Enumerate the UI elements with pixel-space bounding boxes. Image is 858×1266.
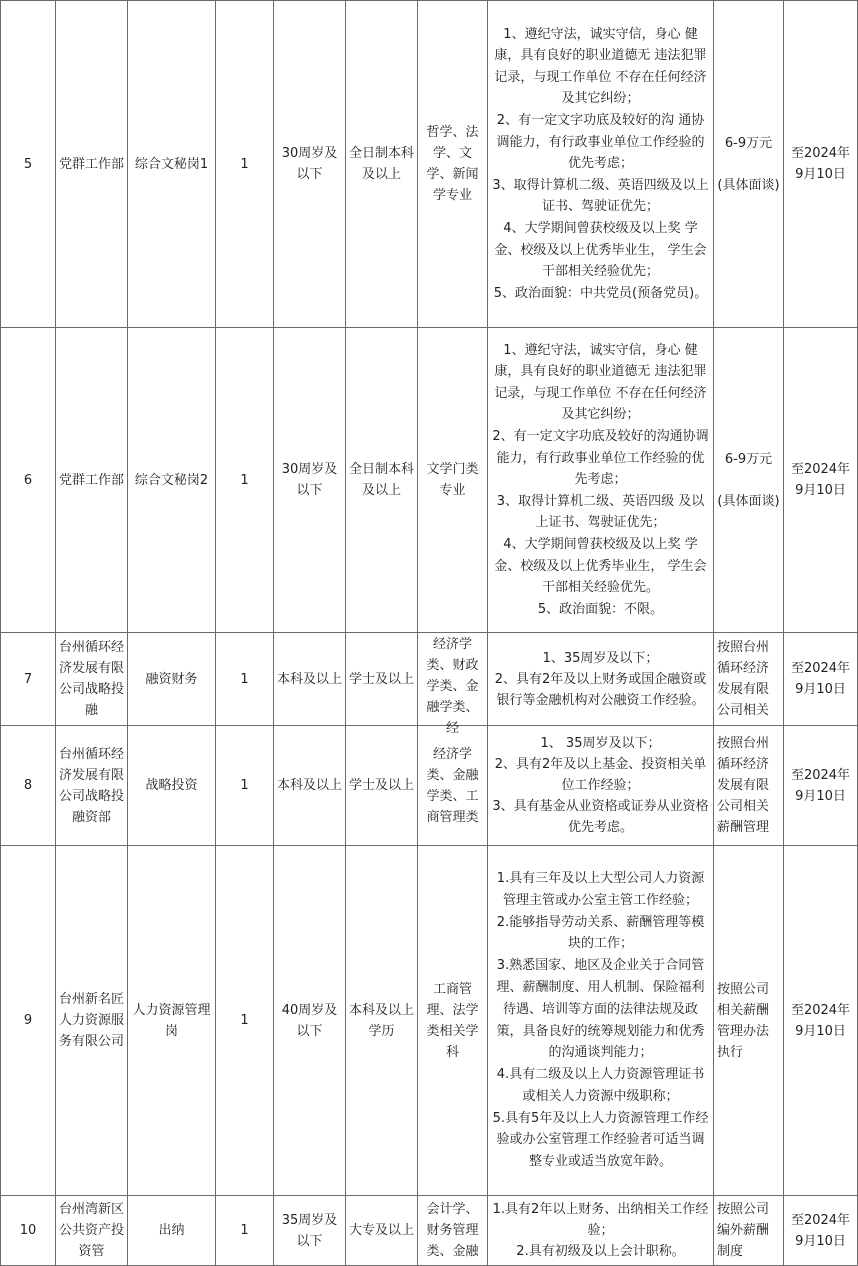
department-cell: 台州新名匠人力资源服务有限公司 bbox=[56, 846, 128, 1196]
salary-cell: 按照台州循环经济发展有限公司相关 bbox=[714, 633, 784, 726]
age-requirement-cell: 本科及以上 bbox=[274, 726, 346, 846]
requirement-item: 2、有一定文字功底及较好的沟 通协调能力，有行政事业单位工作经验的优先考虑； bbox=[496, 113, 705, 172]
department-cell: 台州循环经济发展有限公司战略投融资部 bbox=[56, 726, 128, 846]
deadline-cell: 至2024年9月10日 bbox=[784, 633, 858, 726]
row-number-cell: 7 bbox=[1, 633, 56, 726]
requirement-item: 1、35周岁及以下； bbox=[542, 650, 659, 666]
salary-cell: 6-9万元 (具体面谈) bbox=[714, 1, 784, 328]
requirement-item: 1、遵纪守法，诚实守信，身心 健康，具有良好的职业道德无 违法犯罪记录，与现工作单位 不存在任何经济及其它纠纷； bbox=[494, 26, 707, 107]
age-requirement-cell: 40周岁及以下 bbox=[274, 846, 346, 1196]
requirements-cell bbox=[488, 328, 714, 633]
requirement-item: 4、大学期间曾获校级及以上奖 学金、校级及以上优秀毕业生， 学生会干部相关经验优先； bbox=[494, 220, 707, 280]
major-cell: 工商管理、法学类相关学科 bbox=[418, 846, 488, 1196]
major-cell: 文学门类专业 bbox=[418, 328, 488, 633]
row-number-cell: 6 bbox=[1, 328, 56, 633]
requirement-item: 2.能够指导劳动关系、薪酬管理等模块的工作； bbox=[496, 914, 705, 952]
requirement-item: 5、政治面貌：不限。 bbox=[537, 601, 664, 617]
age-requirement-cell: 35周岁及以下 bbox=[274, 1196, 346, 1266]
salary-cell: 按照公司相关薪酬管理办法执行 bbox=[714, 846, 784, 1196]
position-cell: 综合文秘岗1 bbox=[128, 1, 216, 328]
row-number-cell: 5 bbox=[1, 1, 56, 328]
salary-cell: 6-9万元 (具体面谈) bbox=[714, 328, 784, 633]
table-row bbox=[1, 1, 858, 328]
requirement-item: 4、大学期间曾获校级及以上奖 学金、校级及以上优秀毕业生， 学生会干部相关经验优先。 bbox=[494, 536, 707, 596]
requirement-item: 3、具有基金从业资格或证券从业资格优先考虑。 bbox=[492, 799, 709, 835]
major-cell: 哲学、法学、文学、新闻学专业 bbox=[418, 1, 488, 328]
row-number-cell: 8 bbox=[1, 726, 56, 846]
education-cell: 本科及以上学历 bbox=[346, 846, 418, 1196]
age-requirement-cell: 30周岁及以下 bbox=[274, 1, 346, 328]
table-row bbox=[1, 1196, 858, 1266]
headcount-cell: 1 bbox=[216, 1196, 274, 1266]
education-cell: 大专及以上 bbox=[346, 1196, 418, 1266]
deadline-cell: 至2024年9月10日 bbox=[784, 1196, 858, 1266]
requirement-item: 2、具有2年及以上基金、投资相关单位工作经验； bbox=[494, 757, 707, 793]
requirements-cell bbox=[488, 1196, 714, 1266]
table-row bbox=[1, 328, 858, 633]
deadline-cell: 至2024年9月10日 bbox=[784, 1, 858, 328]
position-cell: 综合文秘岗2 bbox=[128, 328, 216, 633]
position-cell: 人力资源管理岗 bbox=[128, 846, 216, 1196]
age-requirement-cell: 30周岁及以下 bbox=[274, 328, 346, 633]
requirement-item: 5、政治面貌：中共党员(预备党员)。 bbox=[493, 285, 708, 301]
major-cell: 会计学、财务管理类、金融 bbox=[418, 1196, 488, 1266]
row-number-cell: 9 bbox=[1, 846, 56, 1196]
deadline-cell: 至2024年9月10日 bbox=[784, 846, 858, 1196]
requirements-cell bbox=[488, 1, 714, 328]
education-cell: 全日制本科及以上 bbox=[346, 1, 418, 328]
department-cell: 党群工作部 bbox=[56, 328, 128, 633]
requirement-item: 2、有一定文字功底及较好的沟通协调能力，有行政事业单位工作经验的优先考虑； bbox=[492, 429, 709, 488]
age-requirement-cell: 本科及以上 bbox=[274, 633, 346, 726]
deadline-cell: 至2024年9月10日 bbox=[784, 726, 858, 846]
requirement-item: 1、遵纪守法，诚实守信，身心 健康，具有良好的职业道德无 违法犯罪记录，与现工作单位 不存在任何经济及其它纠纷； bbox=[494, 342, 707, 423]
requirement-item: 3、取得计算机二级、英语四级 及以上证书、驾驶证优先； bbox=[496, 493, 705, 531]
department-cell: 台州湾新区公共资产投资管 bbox=[56, 1196, 128, 1266]
position-cell: 融资财务 bbox=[128, 633, 216, 726]
requirement-item: 5.具有5年及以上人力资源管理工作经验或办公室管理工作经验者可适当调整专业或适当放宽年龄。 bbox=[492, 1110, 709, 1170]
salary-cell: 按照台州循环经济发展有限公司相关薪酬管理 bbox=[714, 726, 784, 846]
requirement-item: 1.具有2年以上财务、出纳相关工作经验； bbox=[492, 1202, 709, 1238]
table-row bbox=[1, 633, 858, 726]
headcount-cell: 1 bbox=[216, 726, 274, 846]
requirement-item: 4.具有二级及以上人力资源管理证书或相关人力资源中级职称； bbox=[496, 1067, 705, 1104]
major-cell: 经济学类、财政学类、金融学类、经 bbox=[418, 633, 488, 726]
requirement-item: 1.具有三年及以上大型公司人力资源管理主管或办公室主管工作经验； bbox=[496, 870, 705, 908]
requirement-item: 2.具有初级及以上会计职称。 bbox=[516, 1244, 685, 1259]
headcount-cell: 1 bbox=[216, 328, 274, 633]
requirements-cell bbox=[488, 846, 714, 1196]
position-cell: 战略投资 bbox=[128, 726, 216, 846]
headcount-cell: 1 bbox=[216, 846, 274, 1196]
row-number-cell: 10 bbox=[1, 1196, 56, 1266]
department-cell: 党群工作部 bbox=[56, 1, 128, 328]
requirement-item: 2、具有2年及以上财务或国企融资或银行等金融机构对公融资工作经验。 bbox=[494, 671, 707, 708]
requirement-item: 3、取得计算机二级、英语四级及以上证书、驾驶证优先； bbox=[492, 177, 709, 215]
table-row bbox=[1, 846, 858, 1196]
headcount-cell: 1 bbox=[216, 1, 274, 328]
requirements-cell bbox=[488, 726, 714, 846]
table-row bbox=[1, 726, 858, 846]
headcount-cell: 1 bbox=[216, 633, 274, 726]
salary-cell: 按照公司编外薪酬制度 bbox=[714, 1196, 784, 1266]
department-cell: 台州循环经济发展有限公司战略投融 bbox=[56, 633, 128, 726]
education-cell: 学士及以上 bbox=[346, 726, 418, 846]
deadline-cell: 至2024年9月10日 bbox=[784, 328, 858, 633]
requirement-item: 3.熟悉国家、地区及企业关于合同管理、薪酬制度、用人机制、保险福利待遇、培训等方面的法律法规及政策，具备良好的统筹规划能力和优秀的沟通谈判能力； bbox=[496, 958, 705, 1061]
education-cell: 全日制本科及以上 bbox=[346, 328, 418, 633]
education-cell: 学士及以上 bbox=[346, 633, 418, 726]
requirement-item: 1、 35周岁及以下； bbox=[540, 736, 661, 751]
major-cell: 经济学类、金融学类、工商管理类 bbox=[418, 726, 488, 846]
requirements-cell bbox=[488, 633, 714, 726]
position-cell: 出纳 bbox=[128, 1196, 216, 1266]
